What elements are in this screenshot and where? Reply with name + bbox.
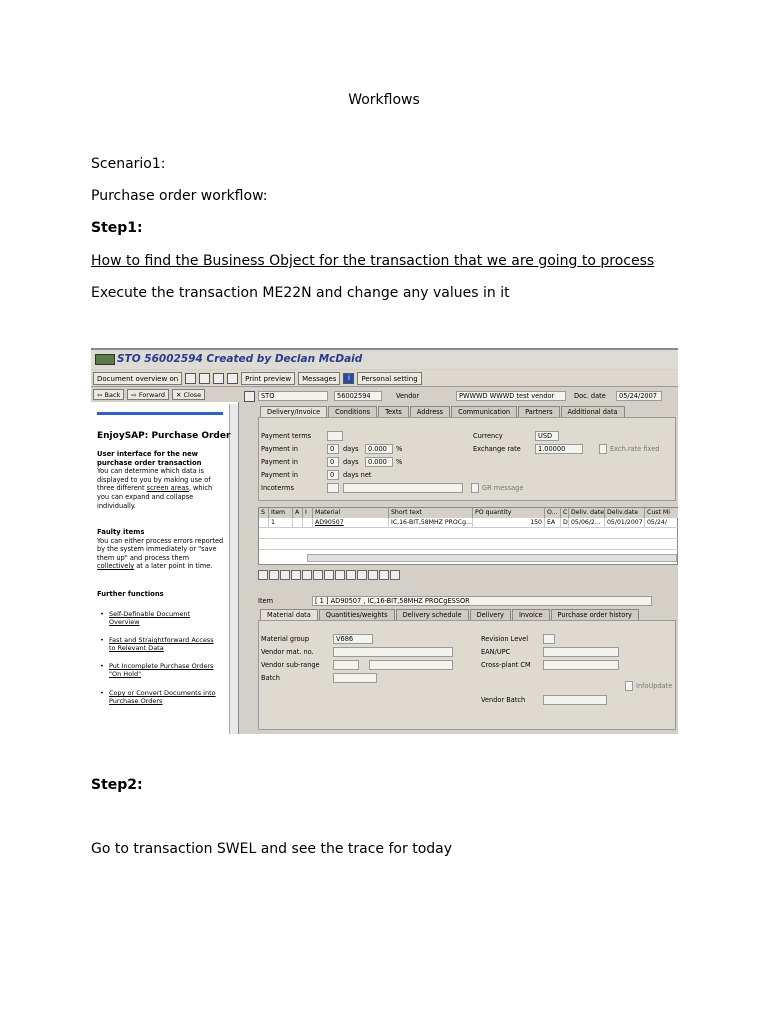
tab-communication[interactable]: Communication <box>451 406 517 417</box>
grid-cell-c[interactable]: D <box>563 519 568 526</box>
payment-days-3[interactable]: 0 <box>327 470 339 480</box>
pct-sign-2: % <box>396 458 403 466</box>
grid-toolbar <box>258 570 400 580</box>
payment-pct-1[interactable]: 0.000 <box>365 444 393 454</box>
window-title-text: STO 56002594 Created by Declan McDaid <box>117 353 363 365</box>
grid-cell-deliv-date[interactable]: 05/06/2... <box>569 518 605 528</box>
material-group-field[interactable]: V686 <box>333 634 373 644</box>
material-group-label: Material group <box>261 635 310 643</box>
grid-header-cust[interactable]: Cust Mi <box>645 508 678 518</box>
cross-plant-label: Cross-plant CM <box>481 661 531 669</box>
grid-horizontal-scrollbar[interactable] <box>307 554 677 562</box>
help-faulty-section <box>97 528 225 571</box>
layout-icon[interactable] <box>379 570 389 580</box>
payment-in-label-1: Payment in <box>261 445 298 453</box>
forward-button[interactable]: ⇨ Forward <box>127 389 169 400</box>
step2-heading: Step2: <box>91 777 143 793</box>
grid-cell-deliv-date-2[interactable]: 05/01/2007 <box>605 518 645 528</box>
days-net-label: days net <box>343 471 372 479</box>
item-tabs <box>260 609 639 620</box>
ean-upc-label: EAN/UPC <box>481 648 511 656</box>
revision-level-label: Revision Level <box>481 635 529 643</box>
tab-delivery-invoice[interactable]: Delivery/Invoice <box>260 406 327 417</box>
delivery-invoice-panel <box>258 417 676 501</box>
vendor-subrange-field[interactable] <box>333 660 359 670</box>
export-icon[interactable] <box>368 570 378 580</box>
help-divider <box>97 412 223 415</box>
document-title: Workflows <box>348 92 420 108</box>
help-faulty-title: Faulty items <box>97 528 145 536</box>
info-icon[interactable]: i <box>343 373 354 384</box>
vendor-subrange-label: Vendor sub-range <box>261 661 320 669</box>
close-button[interactable]: ✕ Close <box>172 389 205 400</box>
help-heading: EnjoySAP: Purchase Order <box>97 431 231 441</box>
info-update-checkbox[interactable] <box>625 681 633 691</box>
grid-cell-ou[interactable]: EA <box>545 518 561 528</box>
help-scrollbar[interactable] <box>229 404 238 734</box>
payment-terms-label: Payment terms <box>261 432 312 440</box>
info-update-label: InfoUpdate <box>636 682 673 690</box>
back-button[interactable]: ⇦ Back <box>93 389 124 400</box>
vendor-batch-label: Vendor Batch <box>481 696 526 704</box>
grid-cell-status[interactable] <box>259 518 269 528</box>
item-overview-grid <box>258 507 678 565</box>
back-label: Back <box>104 391 121 399</box>
grid-header-deliv-date-2[interactable]: Deliv.date <box>605 508 645 518</box>
incoterms-field-2[interactable] <box>343 483 463 493</box>
settings-icon[interactable] <box>390 570 400 580</box>
grid-header-i[interactable]: I <box>303 508 313 518</box>
revision-level-field[interactable] <box>543 634 555 644</box>
vendor-label: Vendor <box>396 392 420 400</box>
incoterms-field-1[interactable] <box>327 483 339 493</box>
grid-cell-material[interactable]: AD90507 <box>313 518 389 528</box>
exchange-rate-label: Exchange rate <box>473 445 521 453</box>
payment-in-label-3: Payment in <box>261 471 298 479</box>
exch-fixed-label: Exch.rate fixed <box>610 445 660 453</box>
sap-screenshot <box>91 348 678 734</box>
vendor-subrange-desc[interactable] <box>369 660 453 670</box>
po-main-area <box>242 388 678 734</box>
help-link-document-overview[interactable]: • Self-Definable Document Overview <box>109 610 221 627</box>
filter-icon[interactable] <box>335 570 345 580</box>
hold-icon[interactable] <box>199 373 210 384</box>
vendor-batch-field[interactable] <box>543 695 607 705</box>
section-heading: How to find the Business Object for the transaction that we are going to process <box>91 253 655 269</box>
add-icon[interactable] <box>269 570 279 580</box>
grid-cell-short-text[interactable]: IC,16-BIT,58MHZ PROCg... <box>391 519 472 526</box>
tab-texts[interactable]: Texts <box>378 406 409 417</box>
doc-date-label: Doc. date <box>574 392 606 400</box>
check-icon[interactable] <box>213 373 224 384</box>
grid-header-ou[interactable]: O... <box>545 508 561 518</box>
doc-date-field[interactable]: 05/24/2007 <box>616 391 662 401</box>
grid-header-a[interactable]: A <box>293 508 303 518</box>
instruction-text: Execute the transaction ME22N and change any values in it <box>91 285 510 301</box>
po-number-field[interactable]: 56002594 <box>334 391 382 401</box>
batch-label: Batch <box>261 674 280 682</box>
tab-delivery-schedule[interactable]: Delivery schedule <box>396 609 469 620</box>
help-ui-text-2: , which you can expand and collapse individually. <box>97 484 213 510</box>
gr-message-label: GR message <box>482 484 524 492</box>
tab-conditions[interactable]: Conditions <box>328 406 377 417</box>
grid-header-item[interactable]: Item <box>269 508 293 518</box>
tab-partners[interactable]: Partners <box>518 406 559 417</box>
payment-days-1[interactable]: 0 <box>327 444 339 454</box>
ean-upc-field[interactable] <box>543 647 619 657</box>
personal-setting-button[interactable]: Personal setting <box>357 372 421 385</box>
sap-app-icon <box>95 354 115 365</box>
tab-delivery[interactable]: Delivery <box>470 609 511 620</box>
grid-header-po-quantity[interactable]: PO quantity <box>473 508 545 518</box>
messages-button[interactable]: Messages <box>298 372 340 385</box>
doc-type-field[interactable]: STO <box>258 391 328 401</box>
sum-icon[interactable] <box>346 570 356 580</box>
vendor-mat-field[interactable] <box>333 647 453 657</box>
grid-cell-i[interactable] <box>303 518 313 528</box>
grid-empty-row[interactable] <box>259 540 678 550</box>
step1-heading: Step1: <box>91 220 143 236</box>
pct-sign-1: % <box>396 445 403 453</box>
material-data-panel <box>258 620 676 730</box>
currency-field[interactable]: USD <box>535 431 559 441</box>
payment-pct-2[interactable]: 0.000 <box>365 457 393 467</box>
other-po-icon[interactable] <box>227 373 238 384</box>
tab-additional-data[interactable]: Additional data <box>561 406 625 417</box>
tab-quantities-weights[interactable]: Quantities/weights <box>319 609 395 620</box>
po-header <box>242 391 678 403</box>
tab-address[interactable]: Address <box>410 406 450 417</box>
tab-material-data[interactable]: Material data <box>260 609 318 620</box>
tab-po-history[interactable]: Purchase order history <box>551 609 639 620</box>
currency-label: Currency <box>473 432 503 440</box>
help-faulty-text-2: at a later point in time. <box>136 562 213 571</box>
scenario-label: Scenario1: <box>91 156 166 172</box>
collectively-link[interactable]: collectively <box>97 562 135 571</box>
grid-cell-po-quantity[interactable]: 150 <box>473 518 545 528</box>
header-tabs <box>260 406 625 417</box>
paste-icon[interactable] <box>313 570 323 580</box>
step2-text: Go to transaction SWEL and see the trace for today <box>91 841 453 857</box>
item-selector[interactable]: [ 1 ] AD90507 , IC,16-BIT,58MHZ PROCgESSOR <box>312 596 652 606</box>
grid-header-c[interactable]: C <box>563 509 568 516</box>
sap-toolbar <box>91 370 678 387</box>
tab-invoice[interactable]: Invoice <box>512 609 550 620</box>
grid-empty-row[interactable] <box>259 529 678 539</box>
exch-fixed-checkbox[interactable] <box>599 444 607 454</box>
new-doc-icon[interactable] <box>185 373 196 384</box>
grid-header-material[interactable]: Material <box>313 508 389 518</box>
subtitle: Purchase order workflow: <box>91 188 268 204</box>
payment-days-2[interactable]: 0 <box>327 457 339 467</box>
help-ui-title: User interface for the new purchase order transaction <box>97 450 202 467</box>
payment-in-label-2: Payment in <box>261 458 298 466</box>
close-label: Close <box>183 391 202 399</box>
print-preview-button[interactable]: Print preview <box>241 372 295 385</box>
details-icon[interactable] <box>258 570 268 580</box>
screen-areas-link[interactable]: screen areas <box>146 484 189 493</box>
help-faulty-text: You can either process errors reported by the system immediately or "save them up" and process them <box>97 536 224 562</box>
help-ui-section <box>97 450 225 510</box>
sap-window-title <box>91 350 678 369</box>
help-link-copy-convert[interactable]: • Copy or Convert Documents into Purchase Orders <box>109 689 221 706</box>
sort-icon[interactable] <box>324 570 334 580</box>
grid-cell-a[interactable] <box>293 518 303 528</box>
help-ui-text: You can determine which data is displayed to you by making use of three different <box>97 467 211 493</box>
batch-field[interactable] <box>333 673 377 683</box>
grid-header-short-text[interactable]: Short text <box>389 508 473 518</box>
copy-icon[interactable] <box>291 570 301 580</box>
help-link-fast-access[interactable]: • Fast and Straightforward Access to Relevant Data <box>109 636 221 653</box>
delete-icon[interactable] <box>280 570 290 580</box>
help-further-heading: Further functions <box>97 590 164 598</box>
header-toggle-icon[interactable] <box>244 391 255 402</box>
document-overview-button[interactable]: Document overview on <box>93 372 182 385</box>
grid-cell-cust[interactable]: 05/24/ <box>645 518 678 528</box>
cross-plant-field[interactable] <box>543 660 619 670</box>
grid-header-status[interactable]: S <box>259 508 269 518</box>
cut-icon[interactable] <box>302 570 312 580</box>
grid-header-deliv-date[interactable]: Deliv. date <box>571 509 605 516</box>
incoterms-label: Incoterms <box>261 484 294 492</box>
vendor-mat-label: Vendor mat. no. <box>261 648 314 656</box>
grid-cell-item[interactable]: 1 <box>269 518 293 528</box>
days-label-1: days <box>343 445 359 453</box>
help-link-on-hold[interactable]: • Put Incomplete Purchase Orders "On Hold" <box>109 662 221 679</box>
vendor-field[interactable]: PWWWD WWWD test vendor <box>456 391 566 401</box>
gr-message-checkbox[interactable] <box>471 483 479 493</box>
exchange-rate-field[interactable]: 1.00000 <box>535 444 583 454</box>
help-nav <box>91 388 239 402</box>
payment-terms-field[interactable] <box>327 431 343 441</box>
item-label: Item <box>258 597 274 605</box>
help-pane <box>91 388 239 734</box>
print-icon[interactable] <box>357 570 367 580</box>
days-label-2: days <box>343 458 359 466</box>
forward-label: Forward <box>138 391 165 399</box>
